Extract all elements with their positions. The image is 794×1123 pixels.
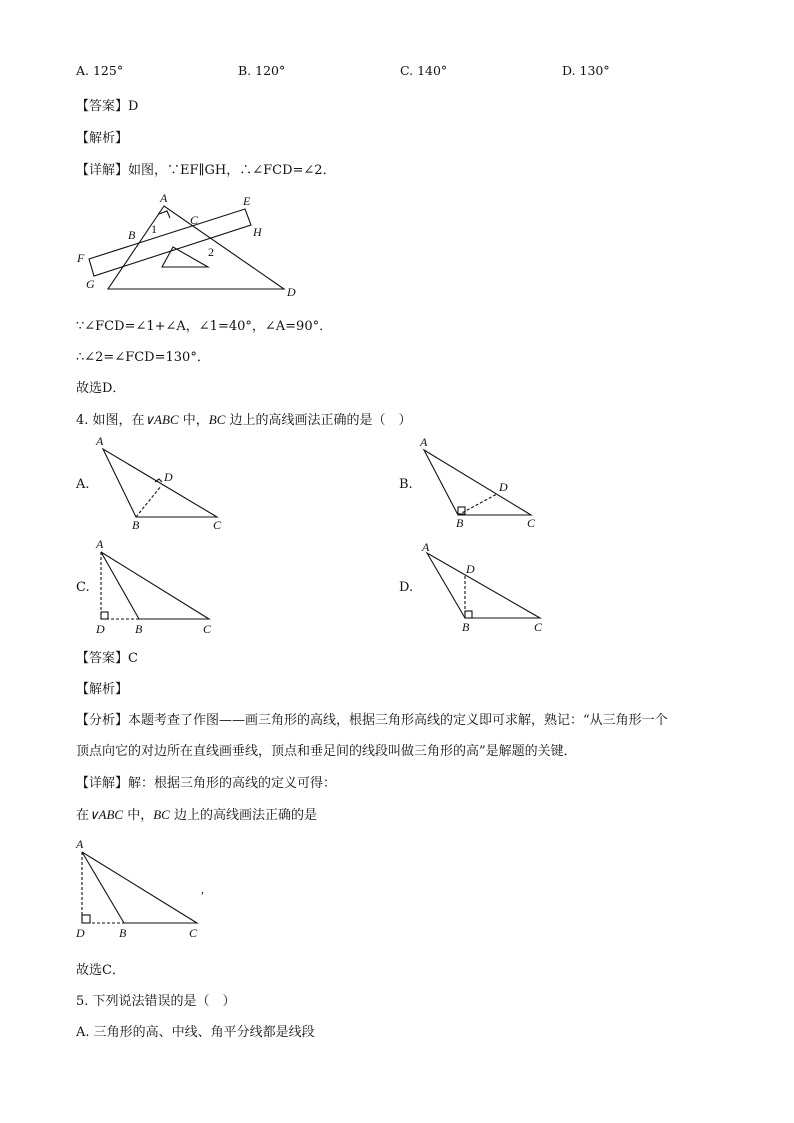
q4a-vertex-C: C	[213, 518, 222, 532]
q4-detail2-pre: 在	[76, 808, 90, 823]
q3-step1: ∵∠FCD=∠1+∠A，∠1=40°，∠A=90°．	[76, 319, 333, 334]
q4-analysis-line1: 【分析】本题考查了作图——画三角形的高线，根据三角形高线的定义即可求解，熟记：“从三角形一个	[76, 713, 668, 728]
q4c-vertex-D: D	[96, 622, 105, 636]
q3-analysis-heading: 【解析】	[76, 131, 129, 146]
q4-answer: 【答案】C	[76, 651, 138, 666]
q4-detail2-mid: 中，	[123, 808, 154, 823]
q4-question-mid: 中，	[178, 413, 209, 428]
fig-label-C: C	[190, 213, 199, 227]
q4-option-a-label: A.	[76, 477, 90, 492]
fig-label-E: E	[243, 194, 251, 208]
q4-analysis-heading: 【解析】	[76, 682, 129, 697]
fig-label-A: A	[160, 191, 168, 205]
q4-conclusion: 故选C．	[76, 963, 125, 978]
q4a-vertex-D: D	[164, 470, 173, 484]
q4c-vertex-C: C	[203, 622, 212, 636]
q4d-vertex-B: B	[462, 620, 470, 634]
q4-option-d-label: D.	[399, 580, 414, 595]
q4a-vertex-A: A	[96, 434, 104, 448]
q4-analysis-line2: 顶点向它的对边所在直线画垂线，顶点和垂足间的线段叫做三角形的高”是解题的关键．	[76, 744, 577, 759]
q4-option-c-label: C.	[76, 580, 90, 595]
q3-detail: 【详解】如图，∵EF∥GH，∴∠FCD=∠2．	[76, 163, 336, 178]
q3-answer: 【答案】D	[76, 99, 139, 114]
option-a: A. 125°	[76, 63, 124, 78]
q4c-vertex-B: B	[135, 622, 143, 636]
q4-detail2-triangle: ∨ABC	[89, 807, 124, 822]
fig-label-B: B	[128, 228, 136, 242]
q4ans-vertex-C: C	[189, 926, 198, 940]
q4b-vertex-D: D	[499, 480, 508, 494]
fig-label-G: G	[86, 277, 95, 291]
q4-question-bc: BC	[208, 412, 226, 427]
q3-conclusion: 故选D．	[76, 381, 126, 396]
q3-step2: ∴∠2=∠FCD=130°．	[76, 350, 210, 365]
q4ans-vertex-D: D	[76, 926, 85, 940]
q4a-vertex-B: B	[132, 518, 140, 532]
fig-label-F: F	[77, 251, 85, 265]
option-c: C. 140°	[400, 63, 448, 78]
q4-option-b-label: B.	[399, 477, 413, 492]
q4-question-pre: 4. 如图，在	[76, 413, 145, 428]
q4c-vertex-A: A	[96, 537, 104, 551]
option-b: B. 120°	[238, 63, 286, 78]
q4-question-triangle: ∨ABC	[144, 412, 179, 427]
q4-detail2-bc: BC	[153, 807, 170, 822]
q4d-vertex-A: A	[422, 540, 430, 554]
fig-label-angle2: 2	[208, 245, 214, 259]
q4b-vertex-A: A	[420, 435, 428, 449]
q4-detail2-post: 边上的高线画法正确的是	[169, 808, 317, 823]
q4-question-post: 边上的高线画法正确的是（ ）	[225, 413, 412, 428]
q4b-vertex-B: B	[456, 516, 464, 530]
fig-label-H: H	[253, 225, 262, 239]
option-d: D. 130°	[562, 63, 610, 78]
q4-detail: 【详解】解：根据三角形的高线的定义可得：	[76, 776, 337, 791]
q5-question: 5. 下列说法错误的是（ ）	[76, 994, 236, 1009]
q4d-vertex-C: C	[534, 620, 543, 634]
q4ans-comma: ,	[201, 882, 204, 896]
q4d-vertex-D: D	[466, 562, 475, 576]
q4ans-vertex-A: A	[76, 837, 84, 851]
q4b-vertex-C: C	[527, 516, 536, 530]
q4ans-vertex-B: B	[119, 926, 127, 940]
q5-option-a: A. 三角形的高、中线、角平分线都是线段	[76, 1025, 315, 1040]
fig-label-D: D	[287, 285, 296, 299]
fig-label-angle1: 1	[151, 222, 157, 236]
